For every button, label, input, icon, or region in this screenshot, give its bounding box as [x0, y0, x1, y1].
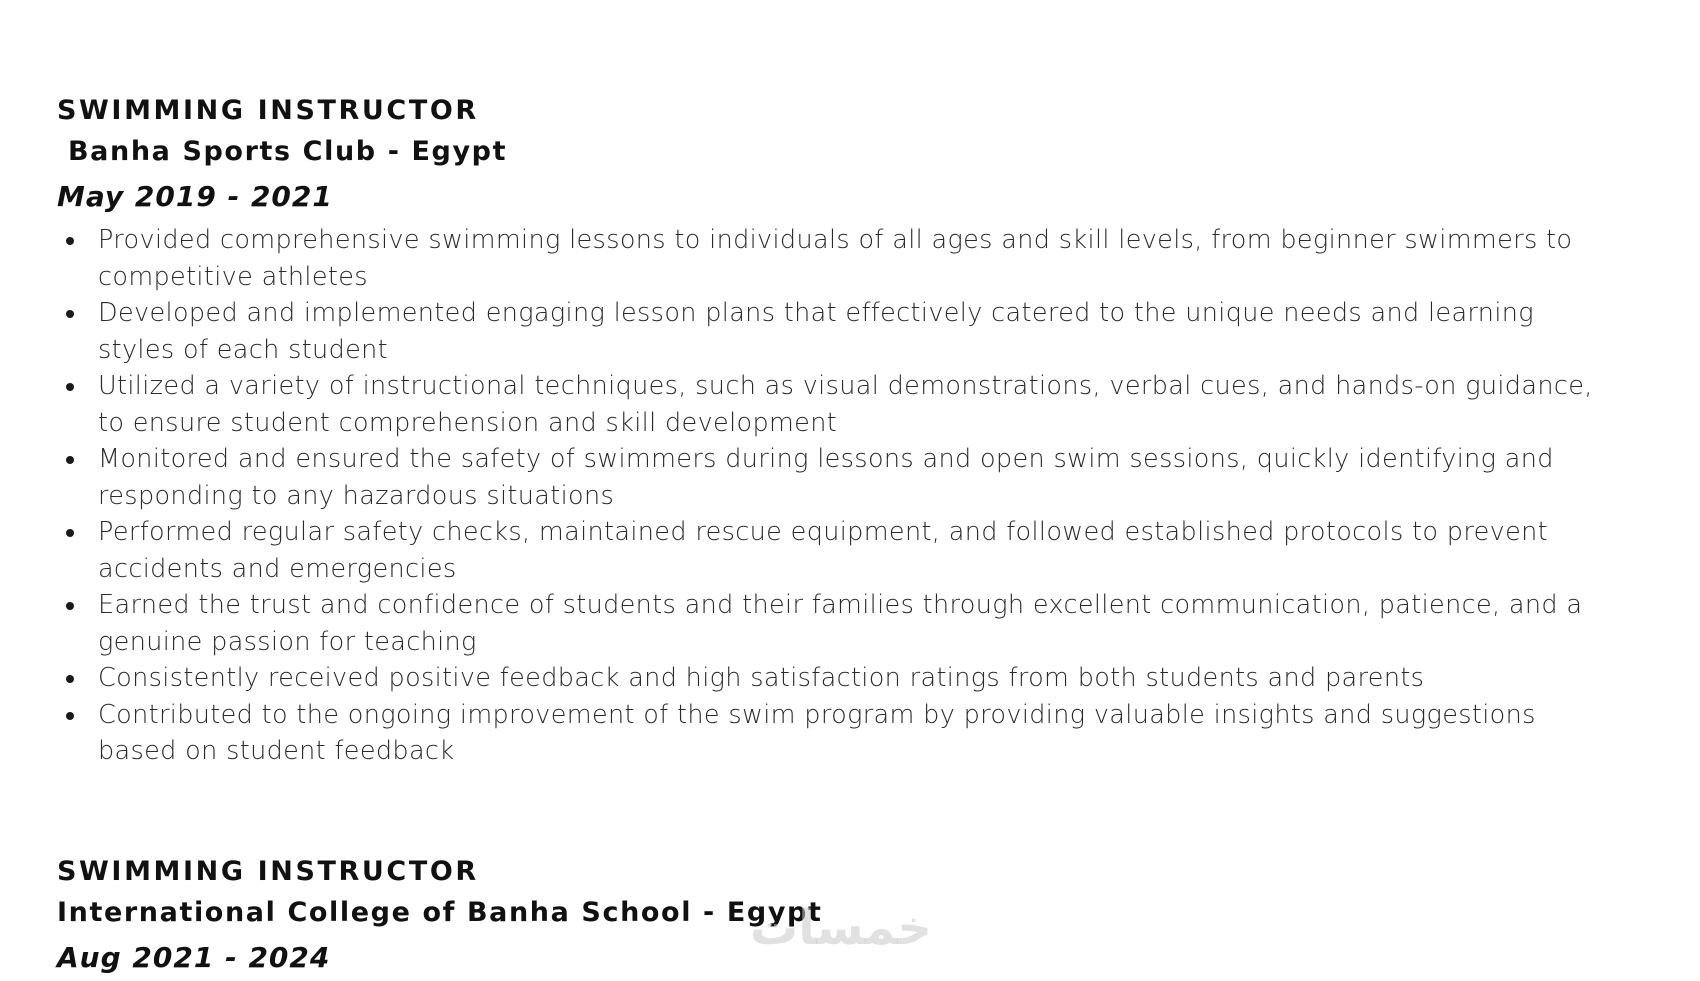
- company-name: International College of Banha School - Egypt: [57, 897, 823, 928]
- bullet-icon: [66, 529, 74, 537]
- bullet-icon: [66, 237, 74, 245]
- company-name: Banha Sports Club - Egypt: [57, 136, 508, 167]
- list-item-text: Developed and implemented engaging lesson plans that effectively catered to the unique needs and learning styles of each student: [98, 298, 1534, 365]
- list-item: [57, 295, 1598, 368]
- employment-dates: Aug 2021 - 2024: [57, 941, 331, 974]
- bullet-icon: [66, 310, 74, 318]
- bullet-icon: [66, 602, 74, 610]
- list-item: [57, 368, 1598, 441]
- bullet-icon: [66, 383, 74, 391]
- list-item-text: Earned the trust and confidence of students and their families through excellent communication, patience, and a genuine passion for teaching: [98, 590, 1583, 657]
- employment-dates: May 2019 - 2021: [57, 180, 333, 213]
- watermark-logo: خمسات: [750, 900, 932, 956]
- list-item: [57, 697, 1598, 770]
- list-item-text: Provided comprehensive swimming lessons to individuals of all ages and skill levels, from beginner swimmers to competitive athletes: [98, 225, 1573, 292]
- list-item: [57, 587, 1598, 660]
- responsibilities-list: [57, 222, 1593, 770]
- list-item: [57, 441, 1598, 514]
- bullet-icon: [66, 456, 74, 464]
- list-item-text: Monitored and ensured the safety of swimmers during lessons and open swim sessions, quickly identifying and responding to any hazardous situations: [98, 444, 1554, 511]
- list-item: [57, 660, 1598, 697]
- bullet-icon: [66, 712, 74, 720]
- bullet-icon: [66, 675, 74, 683]
- experience-entry-banha-sports-club: [57, 92, 1593, 770]
- list-item: [57, 514, 1598, 587]
- job-title: SWIMMING INSTRUCTOR: [57, 856, 479, 887]
- list-item: [57, 222, 1598, 295]
- list-item-text: Utilized a variety of instructional techniques, such as visual demonstrations, verbal cues, and hands-on guidance, to ensure student comprehension and skill development: [98, 371, 1593, 438]
- job-title: SWIMMING INSTRUCTOR: [57, 95, 479, 126]
- list-item-text: Consistently received positive feedback and high satisfaction ratings from both students and parents: [98, 663, 1425, 693]
- list-item-text: Performed regular safety checks, maintained rescue equipment, and followed established protocols to prevent accidents and emergencies: [98, 517, 1548, 584]
- list-item-text: Contributed to the ongoing improvement of the swim program by providing valuable insights and suggestions based on student feedback: [98, 699, 1536, 766]
